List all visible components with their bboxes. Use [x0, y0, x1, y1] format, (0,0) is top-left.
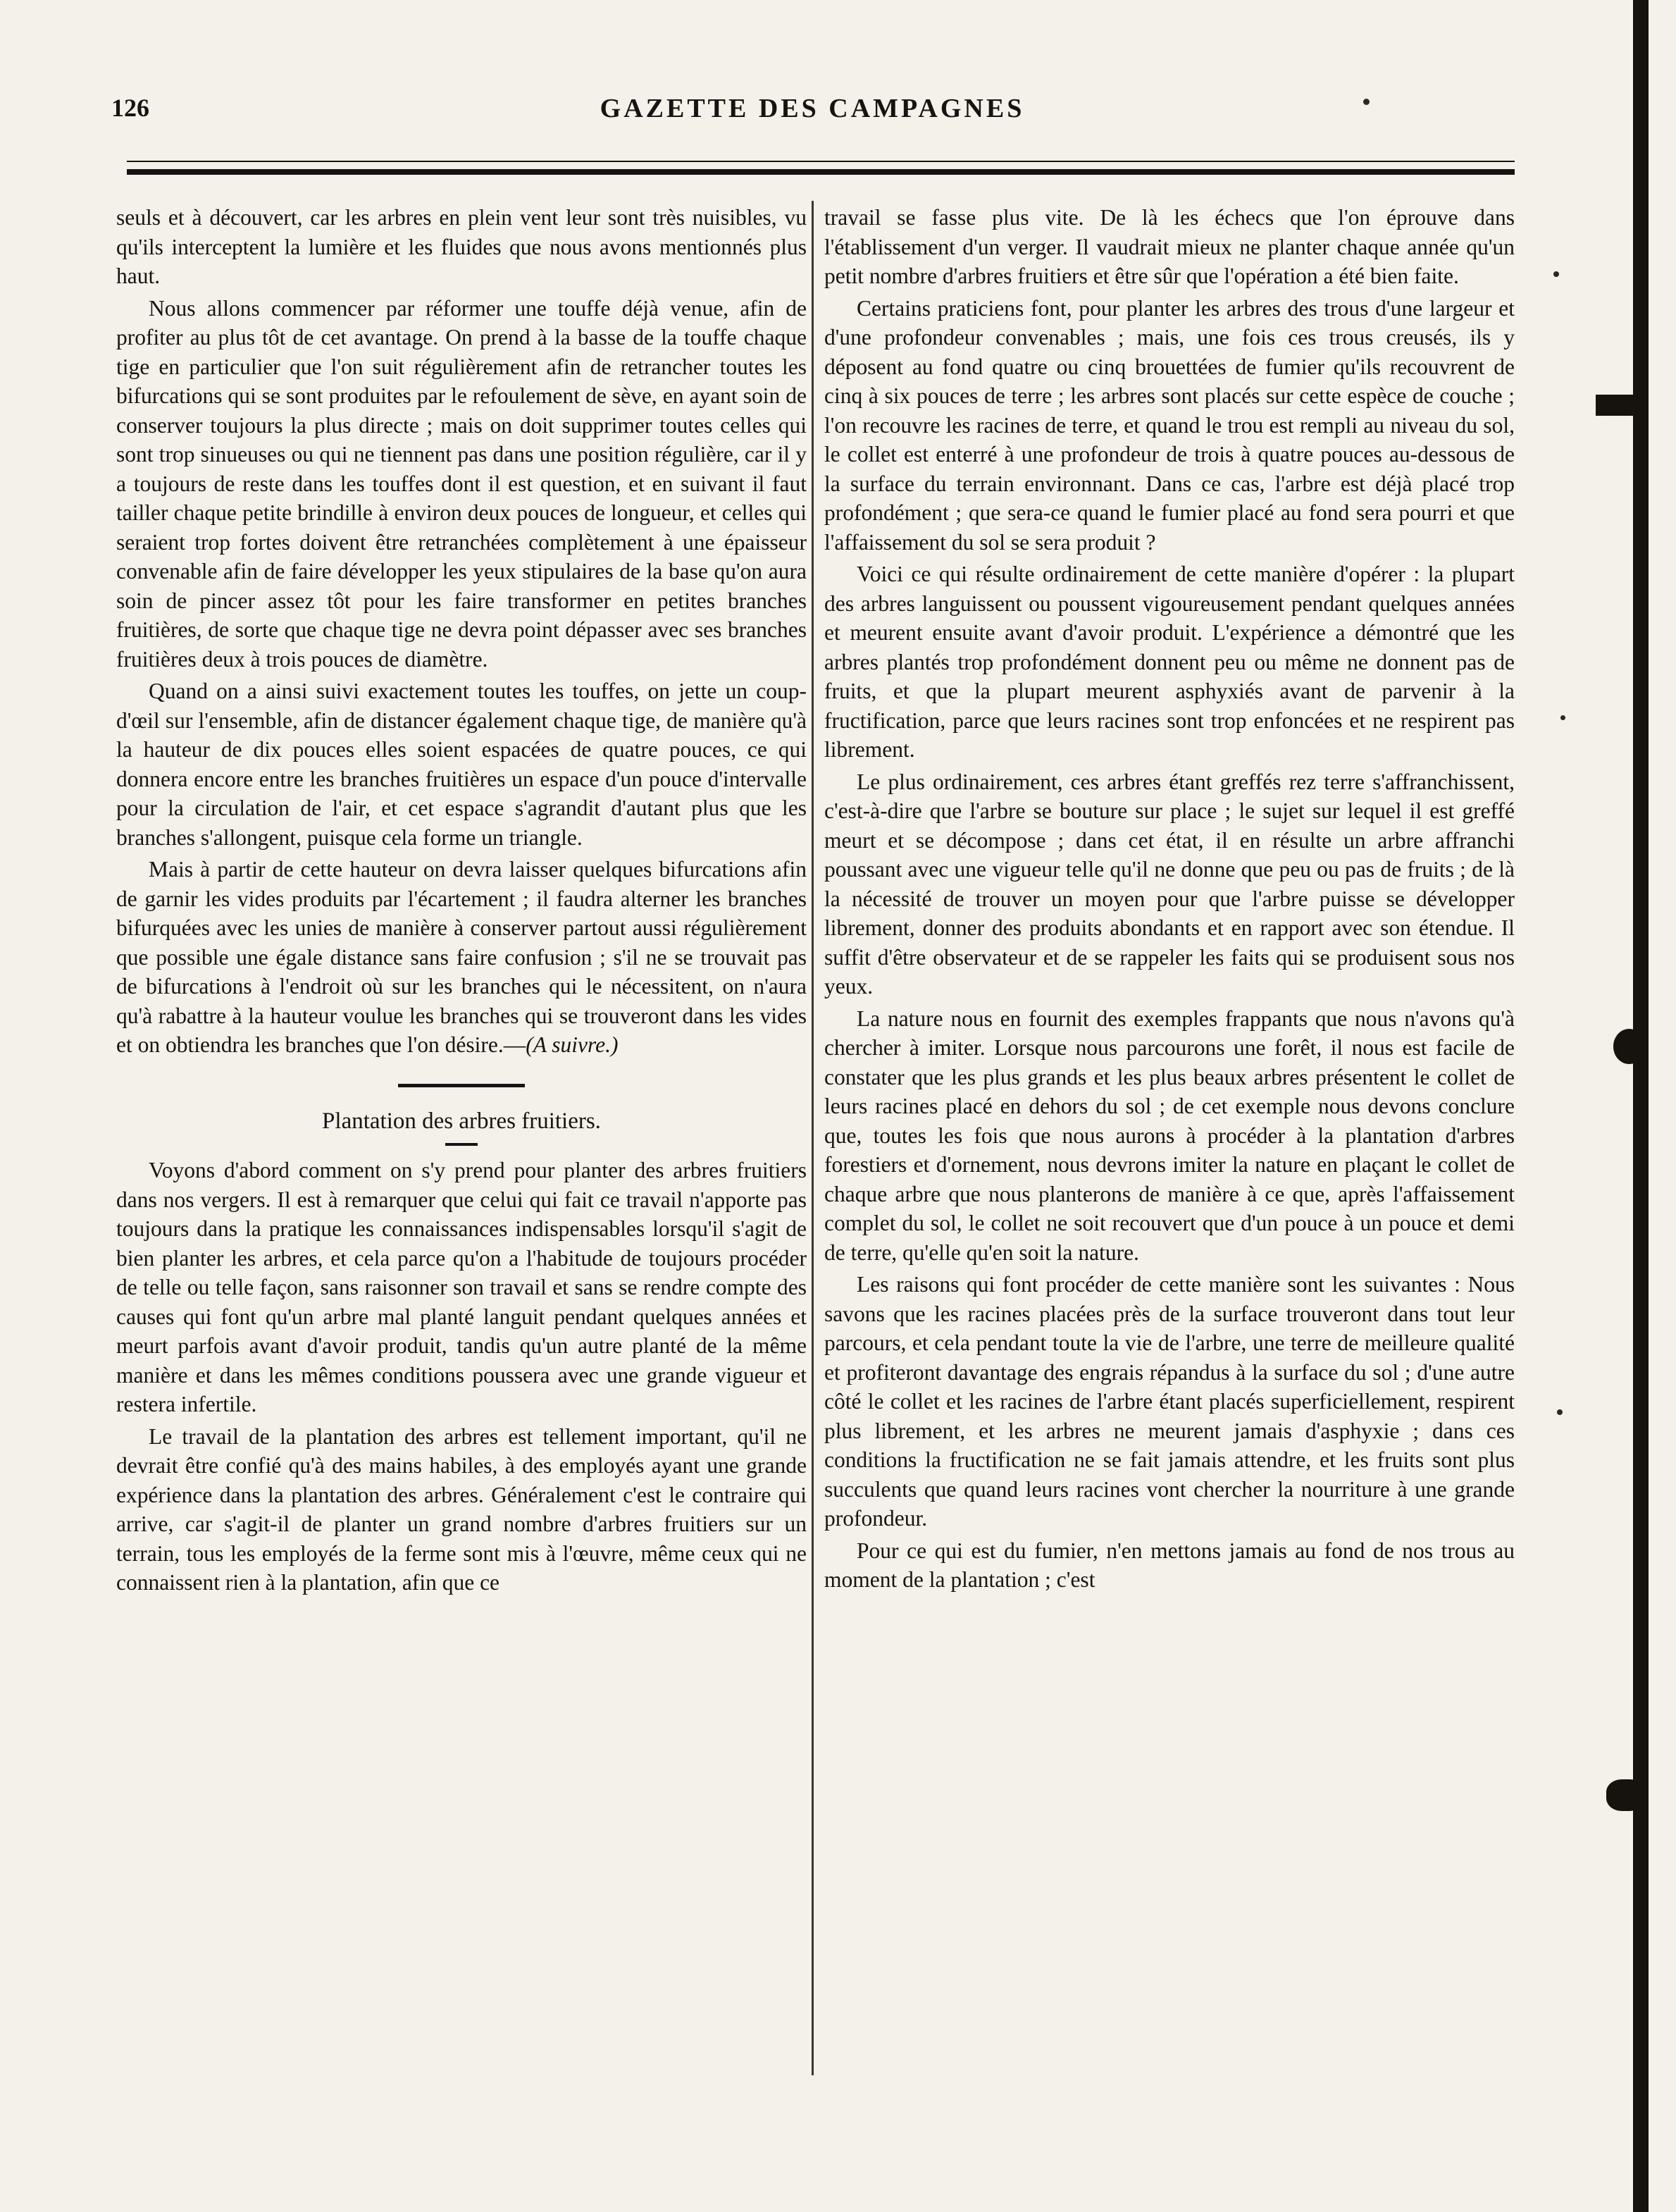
- paragraph: Voici ce qui résulte ordinairement de cette manière d'opérer : la plupart des arbres languissent ou poussent vigoureusement pendant quelques années et meurent ensuite avant d'avoir produit. L'expérience a démontré que les arbres plantés trop profondément donnent peu ou même ne donnent pas de fruits, et que la plupart meurent asphyxiés avant de parvenir à la fructification, parce que leurs racines sont trop enfoncées et ne respirent pas librement.: [824, 562, 1515, 762]
- paragraph-with-continuation: [116, 855, 807, 1060]
- paragraph: Le plus ordinairement, ces arbres étant greffés rez terre s'affranchissent, c'est-à-dire que l'arbre se bouture sur place ; le sujet sur lequel il est greffé meurt et se décompose ; dans cet état, il en résulte un arbre affranchi poussant avec une vigueur telle qu'il ne donne que peu ou pas de fruits ; de là la nécessité de trouver un moyen pour que l'arbre puisse se développer librement, donner des produits abondants et en rapport avec son étendue. Il suffit d'être observateur et de se rappeler les faits qui se produisent sous nos yeux.: [824, 769, 1515, 999]
- header-rule-thick: [127, 169, 1515, 175]
- running-title: GAZETTE DES CAMPAGNES: [600, 94, 1025, 123]
- paragraph: seuls et à découvert, car les arbres en plein vent leur sont très nuisibles, vu qu'ils interceptent la lumière et les fluides que nous avons mentionnés plus haut.: [116, 205, 807, 288]
- section-divider: [398, 1084, 525, 1087]
- column-divider: [812, 201, 814, 2075]
- header-rule-thin: [127, 161, 1515, 162]
- print-speck: [1363, 99, 1370, 105]
- paragraph: Le travail de la plantation des arbres est tellement important, qu'il ne devrait être confié qu'à des mains habiles, à des employés ayant une grande expérience dans la plantation des arbres. Généralement c'est le contraire qui arrive, car s'agit-il de planter un grand nombre d'arbres fruitiers sur un terrain, tous les employés de la ferme sont mis à l'œuvre, même ceux qui ne connaissent rien à la plantation, afin que ce: [116, 1423, 807, 1595]
- paragraph: Voyons d'abord comment on s'y prend pour planter des arbres fruitiers dans nos vergers. Il est à remarquer que celui qui fait ce travail n'apporte pas toujours dans la pratique les connaissances indispensables lorsqu'il s'agit de bien planter les arbres, et cela parce qu'on a l'habitude de toujours procéder de telle ou telle façon, sans raisonner son travail et sans se rendre compte des causes qui font qu'un arbre mal planté languit pendant quelques années et meurt parfois avant d'avoir produit, tandis qu'un autre planté de la même manière et dans les mêmes conditions poussera avec une grande vigueur et restera infertile.: [116, 1158, 807, 1416]
- binding-edge: [1633, 0, 1649, 2212]
- paragraph: travail se fasse plus vite. De là les échecs que l'on éprouve dans l'établissement d'un verger. Il vaudrait mieux ne planter chaque année qu'un petit nombre d'arbres fruitiers et être sûr que l'opération a été bien faite.: [824, 205, 1515, 288]
- paragraph-text: Mais à partir de cette hauteur on devra laisser quelques bifurcations afin de garnir les vides produits par l'écartement ; il faudra alterner les branches bifurquées avec les unies de manière à conserver partout aussi régulièrement que possible une égale distance sans faire confusion ; s'il ne se trouvait pas de bifurcations à l'endroit où sur les branches qui le nécessitent, on n'aura qu'à rabattre à la hauteur voulue les branches qui se trouveront dans les vides et on obtiendra les branches que l'on désire.—: [116, 857, 807, 1057]
- section-title: Plantation des arbres fruitiers.: [322, 1108, 601, 1134]
- print-speck: [1560, 715, 1565, 720]
- print-speck: [1553, 271, 1559, 277]
- left-column: [116, 203, 807, 1600]
- paragraph: Pour ce qui est du fumier, n'en mettons jamais au fond de nos trous au moment de la plantation ; c'est: [824, 1538, 1515, 1592]
- binding-mark: [1606, 1779, 1645, 1811]
- right-column: [824, 203, 1515, 1598]
- title-dash: [445, 1143, 478, 1146]
- a-suivre-note: (A suivre.): [526, 1032, 619, 1057]
- binding-mark: [1596, 395, 1645, 416]
- page-header: [111, 93, 1513, 135]
- paragraph: Nous allons commencer par réformer une touffe déjà venue, afin de profiter au plus tôt de cet avantage. On prend à la basse de la touffe chaque tige en particulier que l'on suit régulièrement afin de retrancher toutes les bifurcations qui se sont produites par le refoulement de sève, en ayant soin de conserver toujours la plus directe ; mais on doit supprimer toutes celles qui sont trop sinueuses ou qui ne tiennent pas dans une position régulière, car il y a toujours de reste dans les touffes dont il est question, et en suivant il faut tailler chaque petite brindille à environ deux pouces de longueur, et celles qui seraient trop fortes doivent être retranchées complètement à une épaisseur convenable afin de faire développer les yeux stipulaires de la base qu'on aura soin de pincer assez tôt pour les faire transformer en petites branches fruitières, de sorte que chaque tige ne devra point dépasser avec ses branches fruitières deux à trois pouces de diamètre.: [116, 295, 807, 672]
- paragraph: Les raisons qui font procéder de cette manière sont les suivantes : Nous savons que les racines placées près de la surface trouveront dans tout leur parcours, et cela pendant toute la vie de l'arbre, une terre de meilleure qualité et profiteront davantage des engrais répandus à la surface du sol ; d'une autre côté le collet et les racines de l'arbre étant placés superficiellement, respirent plus librement, et les arbres ne meurent jamais d'asphyxie ; dans ces conditions la fructification ne se fait jamais attendre, et les fruits sont plus succulents que quand leurs racines vont chercher la nourriture à une grande profondeur.: [824, 1272, 1515, 1531]
- paragraph: Certains praticiens font, pour planter les arbres des trous d'une largeur et d'une profondeur convenables ; mais, une fois ces trous creusés, ils y déposent au fond quatre ou cinq brouettées de fumier qu'ils recouvrent de cinq à six pouces de terre ; les arbres sont placés sur cette espèce de couche ; l'on recouvre les racines de terre, et quand le trou est rempli au niveau du sol, le collet est enterré à une profondeur de trois à quatre pouces au-dessous de la surface du terrain environnant. Dans ce cas, l'arbre est déjà placé trop profondément ; que sera-ce quand le fumier placé au fond sera pourri et que l'affaissement du sol se sera produit ?: [824, 295, 1515, 555]
- page-number: 126: [111, 94, 149, 122]
- paragraph: La nature nous en fournit des exemples frappants que nous n'avons qu'à chercher à imiter. Lorsque nous parcourons une forêt, il nous est facile de constater que les plus grands et les plus beaux arbres présentent le collet de leurs racines placé en dehors du sol ; de cet exemple nous devons conclure que, toutes les fois que nous aurons à procéder à la plantation d'arbres forestiers et d'ornement, nous devrons imiter la nature en plaçant le collet de chaque arbre que nous planterons de manière à ce que, après l'affaissement complet du sol, le collet ne soit recouvert que d'un pouce à un pouce et demi de terre, qu'elle qu'en soit la nature.: [824, 1006, 1515, 1265]
- print-speck: [1557, 1409, 1563, 1415]
- paragraph: Quand on a ainsi suivi exactement toutes les touffes, on jette un coup-d'œil sur l'ensemble, afin de distancer également chaque tige, de manière qu'à la hauteur de dix pouces elles soient espacées de quatre pouces, ce qui donnera encore entre les branches fruitières un espace d'un pouce d'intervalle pour la circulation de l'air, et cet espace s'agrandit d'autant plus que les branches s'allongent, puisque cela forme un triangle.: [116, 679, 807, 850]
- binding-mark: [1613, 1029, 1645, 1064]
